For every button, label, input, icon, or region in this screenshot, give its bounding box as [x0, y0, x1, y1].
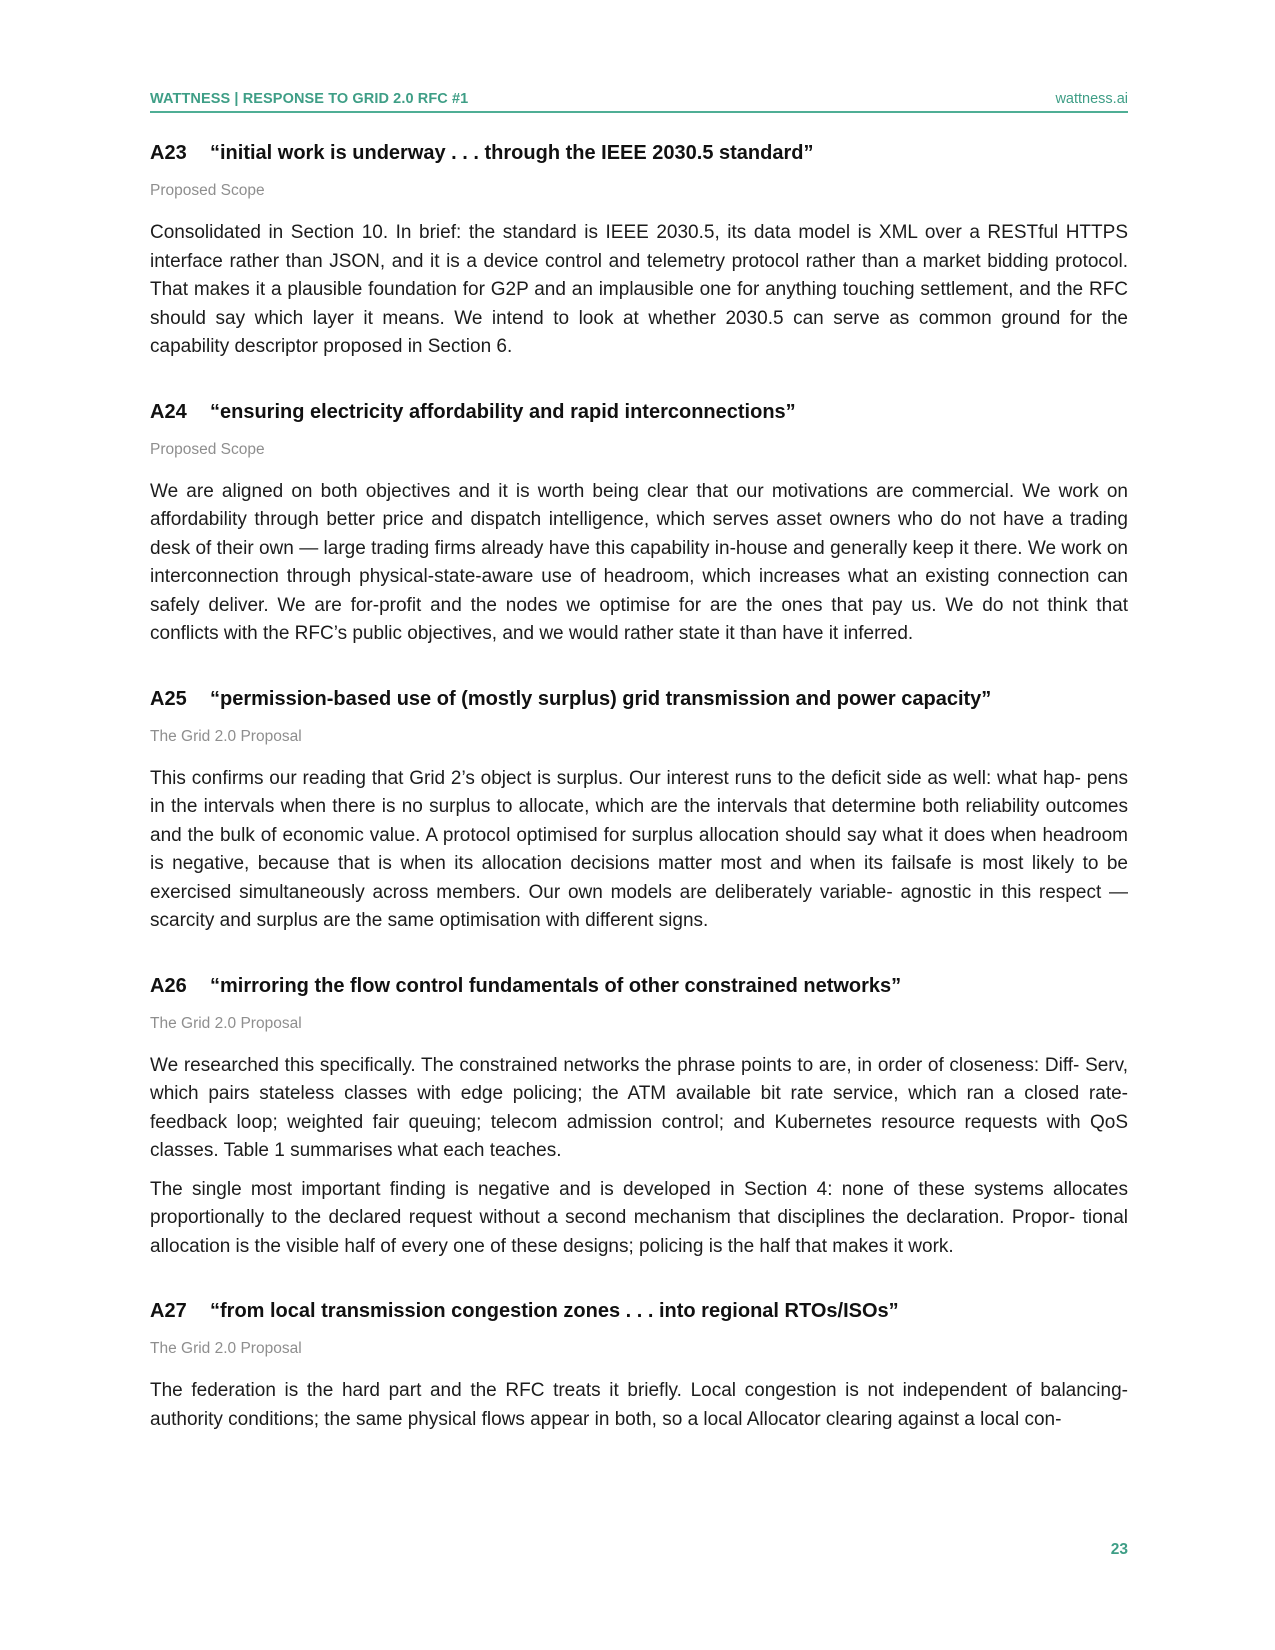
entry-body [150, 1377, 1128, 1434]
entry-body [150, 765, 1128, 936]
entry-section-label: The Grid 2.0 Proposal [150, 727, 302, 745]
entry-body [150, 219, 1128, 362]
entry-number: A25 [150, 687, 187, 710]
entry-a23 [150, 140, 1128, 362]
entry-number: A27 [150, 1300, 187, 1322]
running-header [150, 91, 1128, 113]
entry-section-label: Proposed Scope [150, 182, 265, 199]
main-content [150, 140, 1128, 1434]
entry-heading [150, 973, 1128, 999]
entry-body [150, 1052, 1128, 1262]
entry-paragraph: Consolidated in Section 10. In brief: the standard is IEEE 2030.5, its data model is XML over a RESTful HTTPS interface rather than JSON, and it is a device control and telemetry protocol rather than a market bidding protocol. That makes it a plausible foundation for G2P and an implausible one for anything touching settlement, and the RFC should say which layer it means. We intend to look at whether 2030.5 can serve as common ground for the capability descriptor proposed in Section 6. [150, 222, 1128, 357]
entry-quote: “from local transmission congestion zones . . . into regional RTOs/ISOs” [210, 1300, 899, 1322]
entry-a24 [150, 399, 1128, 649]
header-website: wattness.ai [1055, 91, 1128, 107]
entry-quote: “initial work is underway . . . through the IEEE 2030.5 standard” [210, 142, 814, 164]
entry-number: A26 [150, 974, 187, 997]
entry-paragraph: This confirms our reading that Grid 2’s object is surplus. Our interest runs to the deficit side as well: what hap- pens in the intervals when there is no surplus to allocate, which are the intervals that determine both reliability outcomes and the bulk of economic value. A protocol optimised for surplus allocation should say what it does when headroom is negative, because that is when its allocation decisions matter most and when its failsafe is most likely to be exercised simultaneously across members. Our own models are deliberately variable- agnostic in this respect — scarcity and surplus are the same optimisation with different signs. [150, 767, 1128, 931]
entry-number: A24 [150, 400, 187, 423]
entry-paragraph: We are aligned on both objectives and it is worth being clear that our motivations are commercial. We work on affordability through better price and dispatch intelligence, which serves asset owners who do not have a trading desk of their own — large trading firms already have this capability in-house and generally keep it there. We work on interconnection through physical-state-aware use of headroom, which increases what an existing connection can safely deliver. We are for-profit and the nodes we optimise for are the ones that pay us. We do not think that conflicts with the RFC’s public objectives, and we would rather state it than have it inferred. [150, 480, 1128, 644]
entry-paragraph: The federation is the hard part and the RFC treats it briefly. Local congestion is not independent of balancing- authority conditions; the same physical flows appear in both, so a local Allocator clearing against a local con- [150, 1380, 1128, 1430]
entry-a25 [150, 686, 1128, 936]
entry-quote: “permission-based use of (mostly surplus) grid transmission and power capacity” [210, 687, 992, 710]
document-page [150, 0, 1128, 1650]
entry-heading [150, 140, 1128, 166]
entry-number: A23 [150, 142, 187, 164]
page-number: 23 [1110, 1541, 1128, 1558]
entry-heading [150, 1298, 1128, 1324]
entry-quote: “mirroring the flow control fundamentals of other constrained networks” [210, 974, 902, 997]
entry-section-label: The Grid 2.0 Proposal [150, 1340, 302, 1357]
entry-quote: “ensuring electricity affordability and rapid interconnections” [210, 400, 796, 423]
entry-paragraph: We researched this specifically. The constrained networks the phrase points to are, in order of closeness: Diff- Serv, which pairs stateless classes with edge policing; the ATM available bit rate service, which ran a closed rate-feedback loop; weighted fair queuing; telecom admission control; and Kubernetes resource requests with QoS classes. Table 1 summarises what each teaches. [150, 1054, 1128, 1161]
entry-heading [150, 686, 1128, 712]
entry-section-label: The Grid 2.0 Proposal [150, 1014, 302, 1032]
entry-a26 [150, 973, 1128, 1262]
entry-heading [150, 399, 1128, 425]
entry-body [150, 478, 1128, 649]
entry-a27 [150, 1298, 1128, 1434]
entry-paragraph: The single most important finding is negative and is developed in Section 4: none of these systems allocates proportionally to the declared request without a second mechanism that disciplines the declaration. Propor- tional allocation is the visible half of every one of these designs; policing is the half that makes it work. [150, 1178, 1128, 1257]
entry-section-label: Proposed Scope [150, 440, 265, 458]
header-title: WATTNESS | RESPONSE TO GRID 2.0 RFC #1 [150, 91, 469, 107]
